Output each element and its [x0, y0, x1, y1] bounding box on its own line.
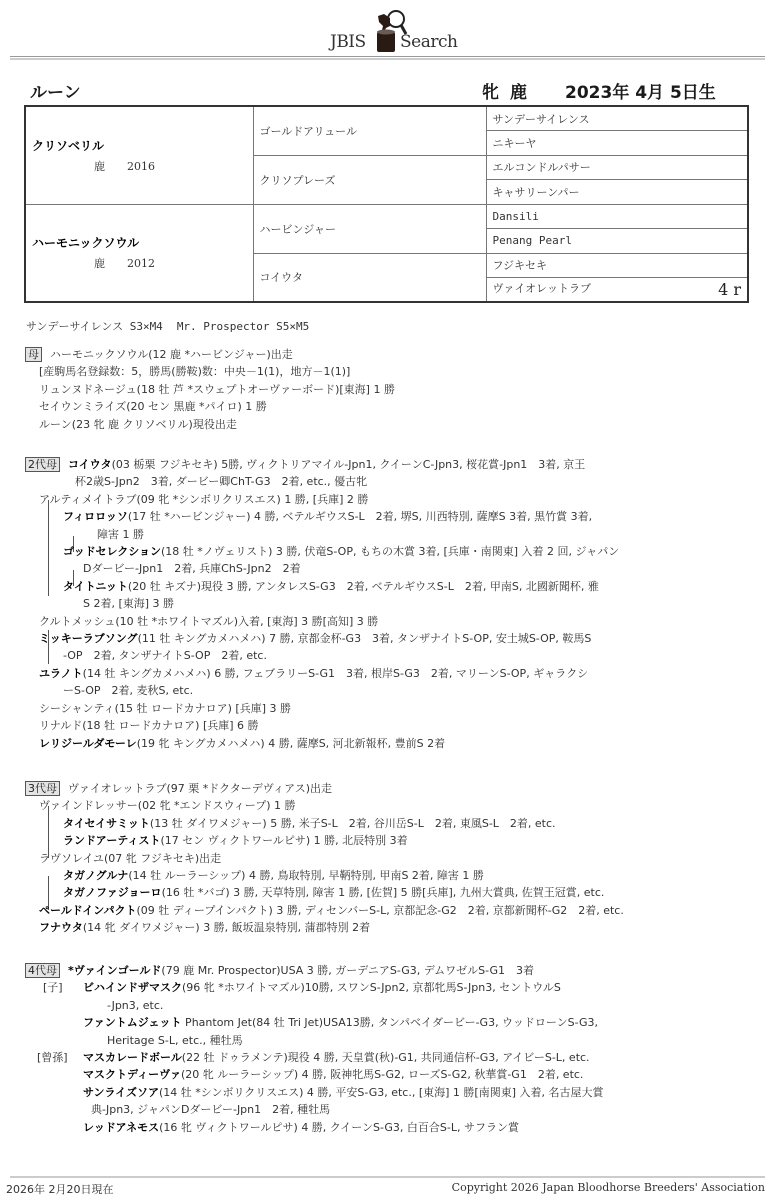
second-dam-tag: 2代母	[25, 457, 60, 472]
record-text: (14 牝 ダイワメジャー) 3 勝, 飯坂温泉特別, 蒲郡特別 2着	[82, 921, 371, 935]
child-label: [子]	[43, 981, 63, 995]
horse-link[interactable]: ビハインドザマスク	[83, 981, 182, 995]
dam-name[interactable]: ハーモニックソウル	[32, 236, 140, 251]
record-text: アルティメイトラブ(09 牝 *シンボリクリスエス) 1 勝, [兵庫] 2 勝	[39, 492, 369, 506]
record-text: (14 牡 キングカメハメハ) 6 勝, フェブラリーS-G1 3着, 根岸S-G3 2着, マリーンS-OP, ギャラクシ	[82, 666, 589, 680]
logo-text-jbis: JBIS	[330, 32, 366, 52]
record-text: S 2着, [東海] 3 勝	[83, 597, 175, 611]
dam-dam-cell[interactable]: コイウタ	[253, 253, 486, 302]
record-text: (18 牡 *ノヴェリスト) 3 勝, 伏竜S-OP, もちの木賞 3着, [兵庫・南関東] 入着 2 回, ジャパン	[161, 545, 620, 559]
dam-section	[25, 346, 765, 433]
horse-birthdate: 2023年 4月 5日生	[565, 83, 716, 103]
gen3-cell[interactable]: サンデーサイレンス	[486, 106, 748, 131]
jbis-search-logo[interactable]	[330, 6, 460, 54]
record-text: (17 牡 *ハービンジャー) 4 勝, ベテルギウスS-L 2着, 堺S, 川西特別, 薩摩S 3着, 黒竹賞 3着,	[127, 510, 593, 524]
grandchild-label: [曾孫]	[37, 1051, 68, 1065]
record-text: (16 牝 ヴィクトワールピサ) 4 勝, クイーンS-G3, 白百合S-L, サフラン賞	[159, 1120, 519, 1134]
record-text: (17 セン ヴィクトワールピサ) 1 勝, 北辰特別 3着	[160, 834, 408, 848]
gen3-cell-last[interactable]	[486, 278, 748, 303]
record-text: (03 栃栗 フジキセキ) 5勝, ヴィクトリアマイル-Jpn1, クイーンC-Jpn3, 桜花賞-Jpn1 3着, 京王	[111, 458, 586, 471]
horse-link[interactable]: フィロロッソ	[63, 510, 128, 524]
record-text: (20 牡 キズナ)現役 3 勝, アンタレスS-G3 2着, ベテルギウスS-L 2着, 甲南S, 北國新聞杯, 雅	[127, 579, 599, 593]
record-text: (16 牡 *バゴ) 3 勝, 天草特別, 障害 1 勝, [佐賀] 5 勝[兵庫], 九州大賞典, 佐賀王冠賞, etc.	[161, 886, 605, 900]
horse-link[interactable]: ゴッドセレクション	[63, 545, 162, 559]
gen3-cell[interactable]: キャサリーンパー	[486, 180, 748, 205]
record-text: ヴァインドレッサー(02 牝 *エンドスウィープ) 1 勝	[39, 799, 296, 813]
third-dam-section	[25, 780, 765, 937]
record-text: 杯2歳S-Jpn2 3着, ダービー卿ChT-G3 2着, etc., 優古牝	[75, 475, 368, 489]
gen3-cell[interactable]: Dansili	[486, 204, 748, 229]
dam-line: [産駒馬名登録数：5，勝馬(勝鞍)数：中央－1(1)，地方－1(1)]	[39, 365, 351, 379]
record-text: (79 鹿 Mr. Prospector)USA 3 勝, ガーデニアS-G3, デムワゼルS-G1 3着	[161, 964, 535, 977]
header-divider	[10, 56, 765, 60]
horse-link[interactable]: ペールドインパクト	[39, 903, 137, 917]
horse-link[interactable]: ユラノト	[39, 666, 83, 680]
family-number: 4 r	[718, 280, 741, 299]
record-text: 障害 1 勝	[97, 527, 144, 541]
horse-link[interactable]: ファントムジェット	[83, 1016, 182, 1030]
record-text: 典-Jpn3, ジャパンDダービー-Jpn1 2着, 種牡馬	[91, 1103, 331, 1117]
dam-line: ハーモニックソウル(12 鹿 *ハービンジャー)出走	[50, 348, 293, 361]
record-text: (11 牡 キングカメハメハ) 7 勝, 京都金杯-G3 3着, タンザナイトS-OP, 安土城S-OP, 鞍馬S	[137, 632, 592, 646]
record-text: (13 牡 ダイワメジャー) 5 勝, 米子S-L 2着, 谷川岳S-L 2着, 東風S-L 2着, etc.	[149, 816, 556, 830]
record-text: (96 牝 *ホワイトマズル)10勝, スワンS-Jpn2, 京都牝馬S-Jpn3, セントウルS	[182, 981, 561, 995]
horse-link[interactable]: タイトニット	[63, 579, 128, 593]
dam-line: セイウンミライズ(20 セン 黒鹿 *パイロ) 1 勝	[39, 400, 267, 414]
record-text: Heritage S-L, etc., 種牡馬	[107, 1033, 243, 1047]
second-dam-section	[25, 456, 765, 752]
copyright: Copyright 2026 Japan Bloodhorse Breeders' Association	[451, 1181, 765, 1194]
dam-cell[interactable]	[25, 204, 253, 302]
horse-link[interactable]: フナウタ	[39, 921, 83, 935]
record-text: (19 牝 キングカメハメハ) 4 勝, 薩摩S, 河北新報杯, 豊前S 2着	[136, 736, 446, 750]
gen3-cell[interactable]: エルコンドルパサー	[486, 155, 748, 180]
fourth-dam-section	[25, 962, 765, 1136]
sire-cell[interactable]	[25, 106, 253, 204]
gen3-cell[interactable]: Penang Pearl	[486, 229, 748, 254]
sire-dam-cell[interactable]: クリソプレーズ	[253, 155, 486, 204]
sire-color: 鹿	[94, 159, 105, 173]
record-text: シーシャンティ(15 牡 ロードカナロア) [兵庫] 3 勝	[39, 701, 291, 715]
record-text: (14 牡 ルーラーシップ) 4 勝, 鳥取特別, 早鞆特別, 甲南S 2着, 障害 1 勝	[128, 869, 484, 883]
sire-year: 2016	[127, 159, 155, 173]
horse-link[interactable]: ランドアーティスト	[63, 834, 161, 848]
horse-link[interactable]: レッドアネモス	[83, 1120, 160, 1134]
inbreeding-info	[26, 318, 309, 334]
horse-link[interactable]: サンライズソア	[83, 1085, 160, 1099]
horse-link[interactable]: *ヴァインゴールド	[68, 964, 162, 977]
footer-divider	[10, 1176, 765, 1178]
gen3-cell[interactable]: フジキセキ	[486, 253, 748, 278]
dam-line: リュンヌドネージュ(18 牡 芦 *スウェプトオーヴァーボード)[東海] 1 勝	[39, 382, 395, 396]
inbreeding-item: サンデーサイレンス S3×M4	[26, 320, 163, 333]
record-text: (20 牝 ルーラーシップ) 4 勝, 阪神牝馬S-G2, ローズS-G2, 秋華賞-G1 2着, etc.	[181, 1068, 584, 1082]
horse-sex: 牝	[482, 83, 499, 103]
horse-color: 鹿	[510, 83, 527, 103]
horse-link[interactable]: タガノファジョーロ	[63, 886, 162, 900]
inbreeding-item: Mr. Prospector S5×M5	[176, 320, 310, 333]
horse-link[interactable]: コイウタ	[68, 458, 112, 471]
record-text: (09 牡 ディープインパクト) 3 勝, ディセンバーS-L, 京都記念-G2 2着, 京都新聞杯-G2 2着, etc.	[136, 903, 624, 917]
record-text: Dダービー-Jpn1 2着, 兵庫ChS-Jpn2 2着	[83, 562, 301, 576]
horse-link[interactable]: マスカレードボール	[83, 1051, 182, 1065]
dam-sire-cell[interactable]: ハービンジャー	[253, 204, 486, 253]
record-text: ーS-OP 2着, 麦秋S, etc.	[63, 684, 194, 698]
dam-color: 鹿	[94, 257, 105, 271]
dam-line: ルーン(23 牝 鹿 クリソベリル)現役出走	[39, 417, 237, 431]
record-text: -OP 2着, タンザナイトS-OP 2着, etc.	[63, 649, 267, 663]
logo-text-search: Search	[400, 32, 458, 52]
as-of-date: 2026年 2月20日現在	[6, 1183, 114, 1196]
horse-link[interactable]: タガノグルナ	[63, 869, 129, 883]
horse-link[interactable]: マスクトディーヴァ	[83, 1068, 182, 1082]
horse-link[interactable]: レリジールダモーレ	[39, 736, 137, 750]
record-text: Phantom Jet(84 牡 Tri Jet)USA13勝, タンパベイダービー-G3, ウッドローンS-G3,	[181, 1016, 598, 1030]
gen3-name[interactable]: ヴァイオレットラブ	[492, 282, 591, 295]
pedigree-table	[24, 105, 749, 303]
record-text: (14 牡 *シンボリクリスエス) 4 勝, 平安S-G3, etc., [東海] 1 勝[南関東] 入着, 名古屋大賞	[159, 1085, 604, 1099]
gen3-cell[interactable]: ニキーヤ	[486, 131, 748, 156]
third-dam-tag: 3代母	[25, 781, 60, 796]
dam-tag: 母	[25, 347, 42, 362]
record-text: クルトメッシュ(10 牡 *ホワイトマズル)入着, [東海] 3 勝[高知] 3 勝	[39, 614, 379, 628]
record-text: (22 牡 ドゥラメンテ)現役 4 勝, 天皇賞(秋)-G1, 共同通信杯-G3, アイビーS-L, etc.	[181, 1051, 590, 1065]
horse-link[interactable]: タイセイサミット	[63, 816, 150, 830]
horse-name: ルーン	[30, 83, 81, 103]
fourth-dam-tag: 4代母	[25, 963, 60, 978]
sire-name[interactable]: クリソベリル	[32, 138, 105, 153]
horse-link[interactable]: ミッキーラブソング	[39, 632, 138, 646]
record-text: リナルド(18 牡 ロードカナロア) [兵庫] 6 勝	[39, 719, 259, 733]
record-text: -Jpn3, etc.	[107, 998, 164, 1012]
record-text: ラヴソレイユ(07 牝 フジキセキ)出走	[39, 851, 222, 865]
dam-year: 2012	[127, 257, 155, 271]
sire-sire-cell[interactable]: ゴールドアリュール	[253, 106, 486, 155]
record-text: ヴァイオレットラブ(97 栗 *ドクターデヴィアス)出走	[68, 782, 332, 795]
